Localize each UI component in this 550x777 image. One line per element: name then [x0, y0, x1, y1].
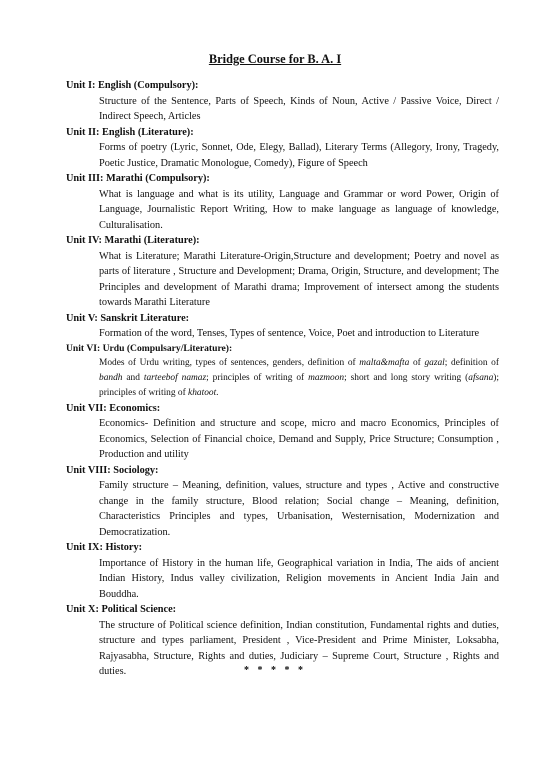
text-segment: ; principles of writing of: [206, 372, 309, 383]
unit-heading: Unit IV: Marathi (Literature):: [66, 235, 200, 246]
urdu-term: malta&mafta: [359, 357, 410, 368]
unit-heading: Unit I: English (Compulsory):: [66, 80, 199, 91]
unit-description: Family structure – Meaning, definition, values, structure and types , Active and constructive change in the family structure, Blood relation; Social change – Meaning, definition, Characteristics Principles and types, Urbanisation, Westernisation, Modernization and Democratization.: [99, 480, 499, 538]
unit-heading: Unit V: Sanskrit Literature:: [66, 312, 190, 324]
unit-description: [99, 356, 499, 401]
unit-3: [66, 171, 499, 233]
text-segment: and: [122, 372, 144, 383]
urdu-term: tarteebof namaz: [143, 372, 207, 383]
units-list: [66, 78, 499, 680]
text-segment: ; short and long story writing (: [344, 372, 469, 383]
end-of-document-marker: * * * * *: [244, 665, 306, 676]
unit-description: Economics- Definition and structure and scope, micro and macro Economics, Principles of Economics, Selection of Financial choice, Demand and Supply, Price Structure; Consumption , Production and utility: [99, 418, 499, 460]
unit-4: [66, 233, 499, 311]
unit-6: [66, 342, 499, 401]
unit-heading: Unit X: Political Science:: [66, 604, 177, 615]
unit-description: What is Literature; Marathi Literature-Origin,Structure and development; Poetry and novel as parts of literature , Structure and Development; Drama, Origin, Structure, and development; The Principles and development of Marathi drama; Improvement of intersect among the students towards Marathi Literature: [99, 250, 499, 308]
unit-5: [66, 311, 499, 342]
unit-2: [66, 125, 499, 172]
unit-heading: Unit IX: History:: [66, 542, 143, 553]
unit-description: Formation of the word, Tenses, Types of sentence, Voice, Poet and introduction to Literature: [99, 328, 480, 339]
urdu-term: gazal: [424, 357, 445, 368]
unit-heading: Unit VIII: Sociology:: [66, 464, 159, 476]
unit-heading: Unit III: Marathi (Compulsory):: [66, 173, 210, 184]
unit-description: Importance of History in the human life, Geographical variation in India, The aids of ancient Indian History, Indus valley civilization, Religion movements in Ancient India Jain and Bouddha.: [99, 557, 499, 600]
unit-description: The structure of Political science definition, Indian constitution, Fundamental rights and duties, structure and types parliament, President , Vice-President and Prime Minister, Loksabha, Rajyasabha, Structure, Rights and duties, Judiciary – Supreme Court, Structure , Rights and duties.: [99, 619, 499, 677]
unit-9: [66, 540, 499, 602]
unit-heading: Unit VII: Economics:: [66, 402, 161, 414]
urdu-term: bandh: [99, 372, 123, 383]
text-segment: ; definition of: [444, 357, 499, 368]
unit-description: Forms of poetry (Lyric, Sonnet, Ode, Elegy, Ballad), Literary Terms (Allegory, Irony, Tragedy, Poetic Justice, Dramatic Monologue, Comedy), Figure of Speech: [99, 142, 499, 169]
unit-7: [66, 401, 499, 463]
document-title: Bridge Course for B. A. I: [208, 52, 342, 66]
text-segment: .: [216, 387, 219, 398]
urdu-term: khatoot: [188, 387, 217, 398]
unit-description: Structure of the Sentence, Parts of Speech, Kinds of Noun, Active / Passive Voice, Direct / Indirect Speech, Articles: [99, 95, 499, 122]
text-segment: Modes of Urdu writing, types of sentences, genders, definition of: [99, 357, 360, 368]
urdu-term: afsana: [468, 372, 494, 383]
urdu-term: mazmoon: [308, 372, 345, 383]
unit-1: [66, 78, 499, 125]
text-segment: ); principles of writing of: [99, 372, 499, 398]
unit-heading: Unit VI: Urdu (Compulsary/Literature):: [66, 342, 233, 354]
text-segment: of: [409, 357, 425, 368]
unit-8: [66, 463, 499, 541]
unit-description: What is language and what is its utility, Language and Grammar or word Power, Origin of Language, Journalistic Report Writing, How to make language as language of knowledge, Culturalisation.: [99, 188, 499, 231]
unit-heading: Unit II: English (Literature):: [66, 126, 194, 138]
